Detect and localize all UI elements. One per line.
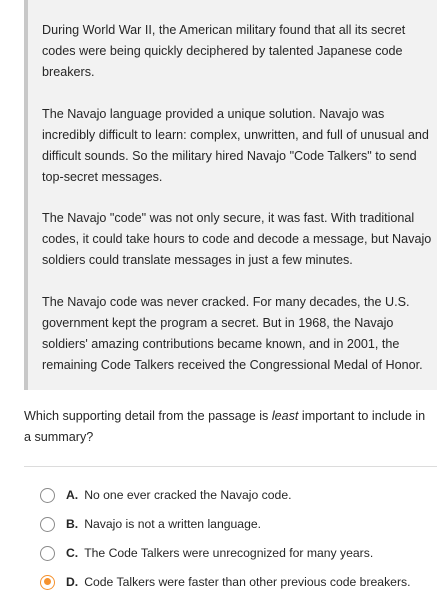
choice-text-b: Navajo is not a written language. <box>84 517 262 531</box>
choice-text-a: No one ever cracked the Navajo code. <box>84 488 292 502</box>
passage-paragraph-2: The Navajo language provided a unique solution. Navajo was incredibly difficult to learn: complex, unwritten, and full of unusual and difficult sounds. So the military hired Navajo "Code Talkers" to send top-secret messages. <box>42 107 429 184</box>
answer-choice-c[interactable] <box>40 542 435 564</box>
answer-choice-d[interactable] <box>40 571 435 593</box>
choice-letter-c: C. <box>66 546 79 560</box>
answer-choice-a[interactable] <box>40 484 435 506</box>
question-text-end: important to include in a summary? <box>24 409 426 444</box>
radio-button-b[interactable] <box>40 517 55 532</box>
passage-paragraph-1: During World War II, the American military found that all its secret codes were being quickly deciphered by talented Japanese code breakers. <box>42 23 406 79</box>
question-emphasis: least <box>271 409 299 423</box>
question-divider <box>24 466 437 467</box>
choice-letter-a: A. <box>66 488 79 502</box>
choice-text-d: Code Talkers were faster than other previous code breakers. <box>84 575 411 589</box>
question-text-start: Which supporting detail from the passage is <box>24 409 272 423</box>
reading-passage <box>24 0 437 390</box>
choice-text-c: The Code Talkers were unrecognized for many years. <box>84 546 374 560</box>
choice-letter-b: B. <box>66 517 79 531</box>
radio-button-d[interactable] <box>40 575 55 590</box>
radio-button-a[interactable] <box>40 488 55 503</box>
radio-button-c[interactable] <box>40 546 55 561</box>
answer-choice-b[interactable] <box>40 513 435 535</box>
passage-paragraph-3: The Navajo "code" was not only secure, it was fast. With traditional codes, it could take hours to code and decode a message, but Navajo soldiers could translate messages in just a few minutes. <box>42 211 432 267</box>
passage-paragraph-4: The Navajo code was never cracked. For many decades, the U.S. government kept the program a secret. But in 1968, the Navajo soldiers' amazing contributions became known, and in 2001, the remaining Code Talkers received the Congressional Medal of Honor. <box>42 295 423 372</box>
choice-letter-d: D. <box>66 575 79 589</box>
question-prompt <box>24 406 429 448</box>
